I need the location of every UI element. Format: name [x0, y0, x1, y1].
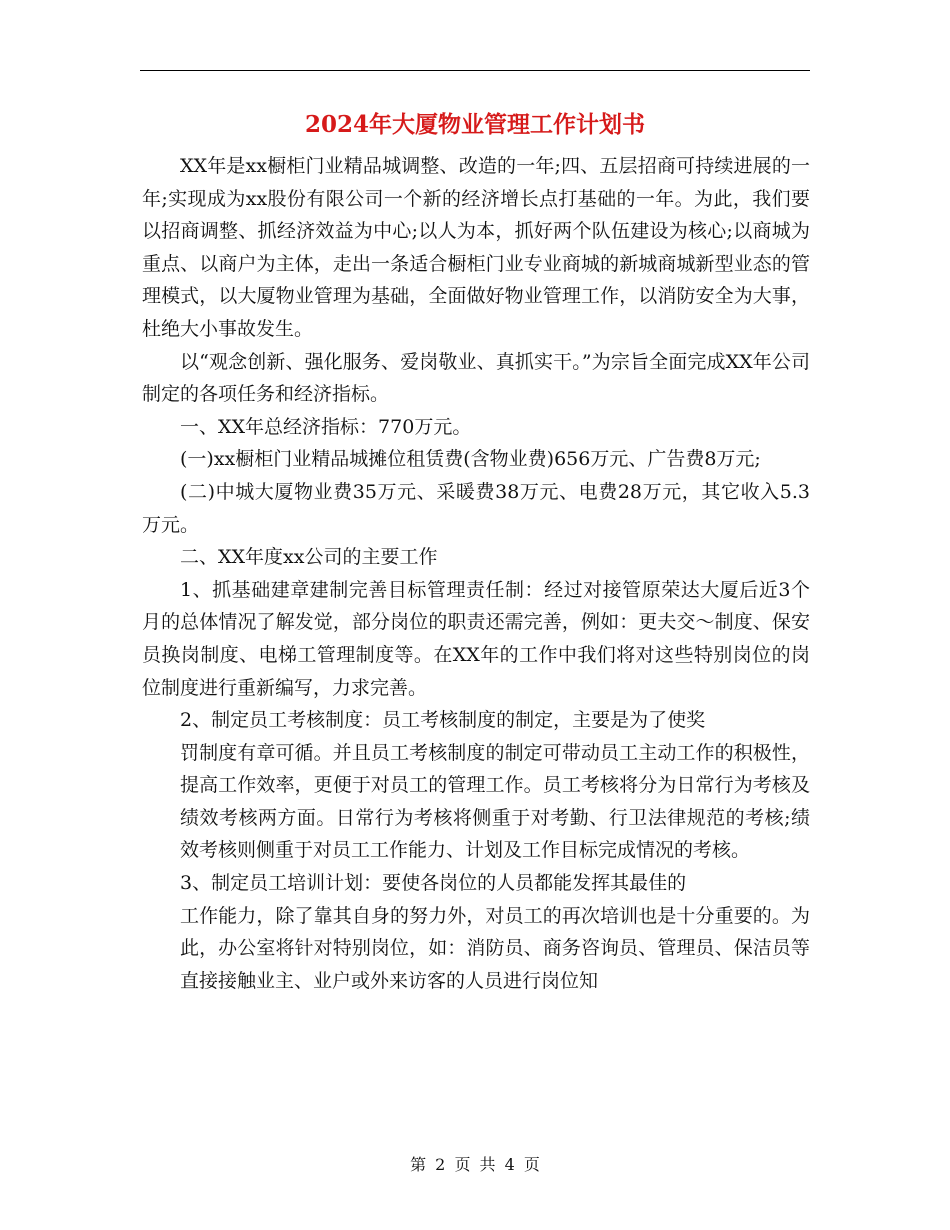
document-body: [142, 150, 810, 997]
paragraph-item-one: (一)xx橱柜门业精品城摊位租赁费(含物业费)656万元、广告费8万元;: [180, 448, 761, 471]
paragraph-work-2-continued: 罚制度有章可循。并且员工考核制度的制定可带动员工主动工作的积极性，提高工作效率，更便于对员工的管理工作。员工考核将分为日常行为考核及绩效考核两方面。日常行为考核将侧重于对考勤、行卫法律规范的考核;绩效考核则侧重于对员工工作能力、计划及工作目标完成情况的考核。: [180, 741, 810, 862]
paragraph-purpose: 以“观念创新、强化服务、爱岗敬业、真抓实干。”为宗旨全面完成XX年公司制定的各项任务和经济指标。: [142, 350, 810, 406]
document-title: 2024年大厦物业管理工作计划书: [304, 111, 645, 138]
paragraph-section-one: 一、XX年总经济指标：770万元。: [180, 415, 472, 438]
paragraph-work-2: 2、制定员工考核制度：员工考核制度的制定，主要是为了使奖: [180, 709, 706, 732]
paragraph-section-two: 二、XX年度xx公司的主要工作: [180, 546, 438, 569]
paragraph-item-two: (二)中城大厦物业费35万元、采暖费38万元、电费28万元，其它收入5.3万元。: [142, 480, 810, 536]
paragraph-intro: XX年是xx橱柜门业精品城调整、改造的一年;四、五层招商可持续进展的一年;实现成为xx股份有限公司一个新的经济增长点打基础的一年。为此，我们要以招商调整、抓经济效益为中心;以人为本，抓好两个队伍建设为核心;以商城为重点、以商户为主体，走出一条适合橱柜门业专业商城的新城商城新型业态的管理模式，以大厦物业管理为基础，全面做好物业管理工作，以消防安全为大事，杜绝大小事故发生。: [142, 155, 810, 340]
header-rule: [140, 70, 810, 71]
paragraph-work-1: 1、抓基础建章建制完善目标管理责任制：经过对接管原荣达大厦后近3个月的总体情况了解发觉，部分岗位的职责还需完善，例如：更夫交～制度、保安员换岗制度、电梯工管理制度等。在XX年的工作中我们将对这些特别岗位的岗位制度进行重新编写，力求完善。: [142, 578, 810, 699]
page-number-footer: 第 2 页 共 4 页: [410, 1155, 540, 1174]
paragraph-work-3: 3、制定员工培训计划：要使各岗位的人员都能发挥其最佳的: [180, 872, 687, 895]
paragraph-work-3-continued: 工作能力，除了靠其自身的努力外，对员工的再次培训也是十分重要的。为此，办公室将针对特别岗位，如：消防员、商务咨询员、管理员、保洁员等直接接触业主、业户或外来访客的人员进行岗位知: [180, 904, 810, 992]
